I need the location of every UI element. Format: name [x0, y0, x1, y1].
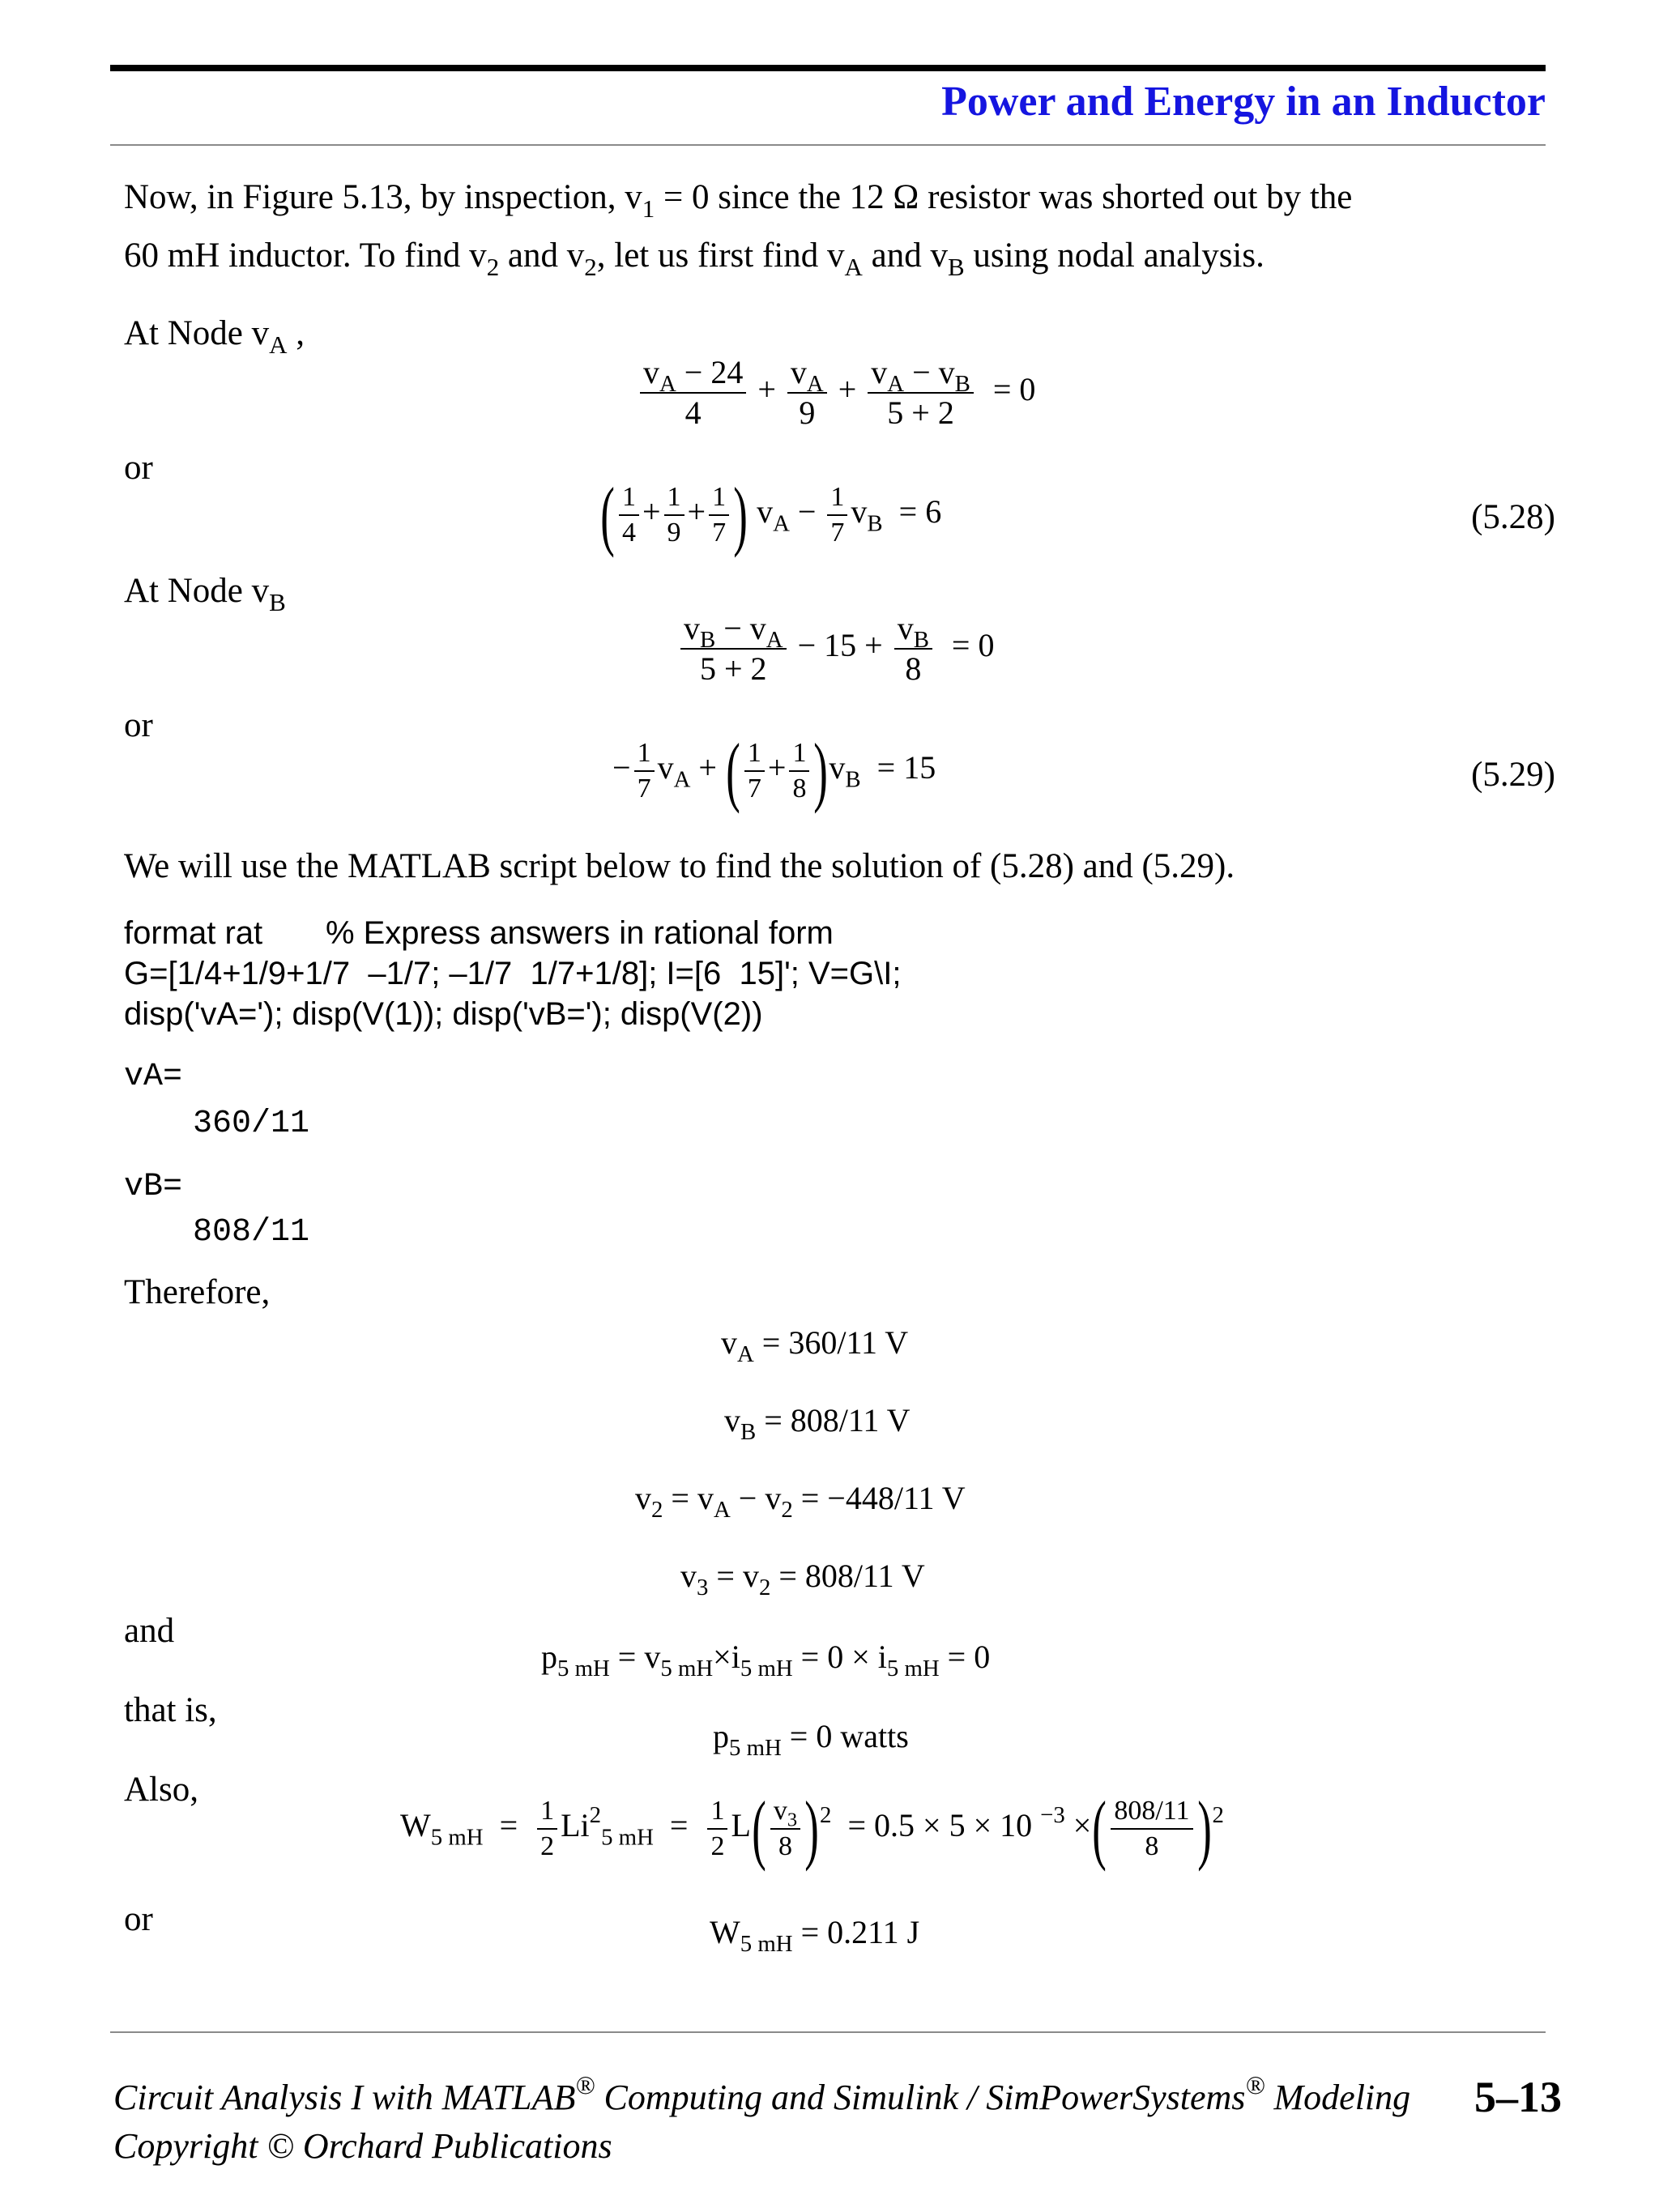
matlab-intro: We will use the MATLAB script below to find the solution of (5.28) and (5.29).: [124, 847, 1235, 885]
node-a-label: At Node $v_A$ ,: [124, 314, 305, 359]
equation-5-29: − $\frac{1}{7}$ $v_A$ + ( $\frac{1}{7}$ + $\frac{1}{8}$ )$v_B = 15$: [612, 727, 936, 814]
output-vb-label: vB=: [124, 1169, 183, 1205]
or-label-3: or: [124, 1900, 153, 1938]
equation-node-b: $\frac{v_B - v_A}{5 + 2}$ − 15 + $\frac{v_B}{8}$ = 0: [677, 612, 1002, 685]
equation-number-5-28: (5.28): [1471, 498, 1555, 536]
paragraph-line-2: 60 mH inductor. To find $v_2$ and $v_2$, let us first find $v_A$ and $v_B$ using nodal analysis.: [124, 237, 1265, 281]
section-title: Power and Energy in an Inductor: [941, 79, 1546, 125]
energy-5mh-result: $W_{5 mH} = 0.211$ J: [710, 1914, 920, 1958]
code-line-2: G=[1/4+1/9+1/7 –1/7; –1/7 1/7+1/8]; I=[6 15]'; V=G\I;: [124, 956, 902, 991]
footer-copyright: Copyright © Orchard Publications: [113, 2126, 612, 2166]
also-label: Also,: [124, 1771, 198, 1809]
or-label-2: or: [124, 706, 153, 744]
energy-5mh-equation: $W_{5 mH}$ = $\frac{1}{2}$ $Li^2_{5 mH}$ = $\frac{1}{2}$ L( $\frac{v_3}{8}$ )$^2$ = 0.5 × 5 × 10 $^{-3}$ ×( $\frac{808/11}{8}$ )$^2$: [400, 1785, 1224, 1872]
and-label: and: [124, 1612, 175, 1650]
equation-number-5-29: (5.29): [1471, 756, 1555, 794]
paragraph-line-1: Now, in Figure 5.13, by inspection, $v_1 = 0$ since the 12 Ω resistor was shorted out by the: [124, 178, 1353, 223]
footer-book-title: Circuit Analysis I with MATLAB® Computing and Simulink / SimPowerSystems® Modeling: [113, 2071, 1411, 2117]
output-va-value: 360/11: [193, 1106, 310, 1142]
power-5mh-equation: $p_{5 mH} = v_{5 mH}\times i_{5 mH} = 0 \times i_{5 mH} = 0$: [541, 1639, 991, 1682]
that-is-label: that is,: [124, 1691, 217, 1729]
or-label-1: or: [124, 449, 153, 487]
code-line-3: disp('vA='); disp(V(1)); disp('vB='); disp(V(2)): [124, 996, 763, 1032]
code-line-1: format rat % Express answers in rational form: [124, 915, 834, 951]
therefore-label: Therefore,: [124, 1273, 271, 1311]
node-b-label: At Node $v_B$: [124, 572, 286, 616]
result-v2: $v_2 = v_A - v_2 = -448/11$ V: [635, 1480, 966, 1524]
output-va-label: vA=: [124, 1059, 183, 1095]
result-va: $v_A = 360/11$ V: [721, 1324, 909, 1368]
power-5mh-watts: $p_{5 mH} = 0$ watts: [713, 1718, 909, 1762]
equation-node-a: $\frac{v_A - 24}{4}$ + $\frac{v_A}{9}$ + $\frac{v_A - v_B}{5 + 2}$ = 0: [637, 356, 1043, 429]
header-rule: [110, 65, 1546, 71]
output-vb-value: 808/11: [193, 1214, 310, 1251]
footer-divider: [110, 2031, 1546, 2033]
result-vb: $v_B = 808/11$ V: [724, 1402, 911, 1446]
page-number: 5–13: [1474, 2073, 1562, 2121]
equation-5-28: ( $\frac{1}{4}$ + $\frac{1}{9}$ + $\frac{1}{7}$ ) $v_A$ − $\frac{1}{7}$ $v_B = 6$: [600, 471, 942, 558]
header-divider: [110, 144, 1546, 146]
result-v3: $v_3 = v_2 = 808/11$ V: [680, 1558, 925, 1601]
